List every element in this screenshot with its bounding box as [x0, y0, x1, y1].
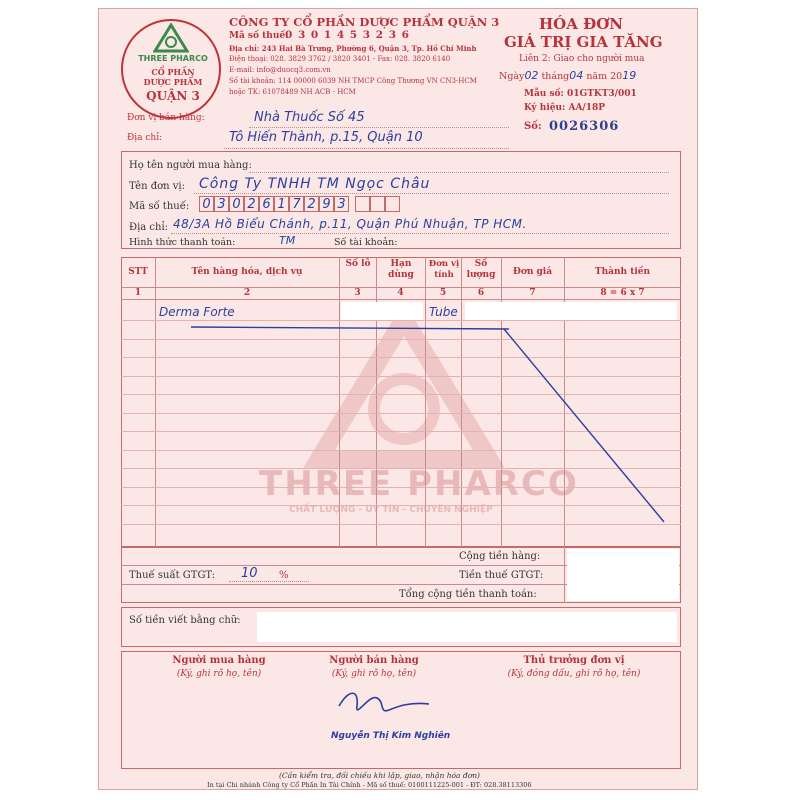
tax-digit-box: 0	[199, 196, 214, 212]
unit-value: Nhà Thuốc Số 45	[254, 110, 365, 125]
vat-rate-value: 10	[241, 566, 258, 581]
invoice-number-label: Số:	[524, 121, 542, 132]
logo-line3: QUẬN 3	[146, 89, 200, 103]
vat-rate-unit: %	[279, 570, 289, 581]
head-sign-note: (Ký, đóng dấu, ghi rõ họ, tên)	[507, 669, 641, 679]
buyer-address-value: 48/3A Hồ Biểu Chánh, p.11, Quận Phú Nhuận, TP HCM.	[173, 217, 527, 231]
tax-digit-box: 2	[244, 196, 259, 212]
colnum-7: 7	[529, 288, 536, 298]
seller-signature-icon	[329, 684, 449, 724]
tax-digit-box: 3	[214, 196, 229, 212]
redacted-amount-in-words	[257, 612, 677, 642]
invoice-day: 02	[524, 69, 539, 82]
logo-line2: DƯỢC PHẨM	[143, 77, 203, 87]
buyer-address-label: Địa chỉ:	[129, 222, 169, 233]
seller-sign-name: Nguyễn Thị Kim Nghiên	[331, 731, 451, 741]
header-quantity: Số lượng	[466, 259, 496, 280]
invoice-paper	[98, 8, 698, 790]
payment-label: Hình thức thanh toán:	[129, 237, 236, 248]
seller-bank2: hoặc TK: 61078489 NH ACB - HCM	[229, 88, 356, 96]
colnum-4: 4	[397, 288, 404, 298]
tax-digit-box: 9	[319, 196, 334, 212]
top-address-value: Tô Hiến Thành, p.15, Quận 10	[229, 130, 423, 145]
table-row-1-unit: Tube	[429, 305, 458, 319]
invoice-month: 04	[569, 69, 584, 82]
account-label: Số tài khoản:	[334, 237, 398, 248]
seller-tax-code: 0 3 0 1 4 5 3 2 3 6	[285, 29, 410, 41]
header-stt: STT	[128, 267, 148, 277]
buyer-tax-label: Mã số thuế:	[129, 201, 190, 212]
seller-address: Địa chỉ: 243 Hai Bà Trưng, Phường 6, Quận 3, Tp. Hồ Chí Minh	[229, 44, 477, 53]
footer-printer: In tại Chi nhánh Công ty Cổ Phần In Tài Chính - Mã số thuế: 0100111225-001 - ĐT: 028.38113306	[207, 781, 532, 789]
buyer-unit-label: Tên đơn vị:	[129, 181, 185, 192]
seller-email: E-mail: info@duocq3.com.vn	[229, 66, 331, 74]
table-row-1-name: Derma Forte	[159, 305, 235, 319]
seller-company: CÔNG TY CỔ PHẦN DƯỢC PHẨM QUẬN 3	[229, 15, 500, 29]
invoice-date: Ngày02 tháng04 năm 2019	[499, 69, 637, 82]
invoice-number: 0026306	[549, 119, 620, 134]
header-amount: Thành tiền	[594, 267, 651, 277]
colnum-5: 5	[439, 288, 447, 298]
tax-digit-box: 0	[229, 196, 244, 212]
colnum-6: 6	[477, 288, 485, 298]
subtotal-label: Cộng tiền hàng:	[459, 551, 541, 562]
top-address-label: Địa chỉ:	[127, 133, 163, 143]
seller-sign-title: Người bán hàng	[329, 655, 419, 666]
logo-line1: CỔ PHẦN	[151, 67, 195, 77]
invoice-form: Mẫu số: 01GTKT3/001	[524, 89, 637, 99]
head-sign-title: Thủ trưởng đơn vị	[523, 655, 625, 666]
logo-brand: THREE PHARCO	[138, 54, 208, 63]
redacted-totals	[567, 549, 679, 601]
unit-label: Đơn vị bán hàng:	[127, 113, 205, 123]
header-lot: Số lô	[345, 259, 371, 269]
tax-digit-box: 2	[304, 196, 319, 212]
watermark-slogan: CHẤT LƯỢNG - UY TÍN - CHUYÊN NGHIỆP	[289, 505, 493, 515]
invoice-copy: Liên 2: Giao cho người mua	[519, 54, 645, 64]
watermark-brand: THREE PHARCO	[259, 464, 579, 504]
invoice-subtitle: GIÁ TRỊ GIA TĂNG	[504, 33, 663, 51]
invoice-symbol: Ký hiệu: AA/18P	[524, 103, 606, 113]
colnum-2: 2	[243, 288, 251, 298]
header-unit: Đơn vị tính	[428, 259, 460, 280]
header-name: Tên hàng hóa, dịch vụ	[191, 267, 303, 277]
buyer-unit-value: Công Ty TNHH TM Ngọc Châu	[199, 176, 431, 192]
header-expiry: Hạn dùng	[388, 259, 414, 280]
payment-value: TM	[279, 234, 296, 247]
tax-digit-box: 7	[289, 196, 304, 212]
seller-tax-label: Mã số thuế:	[229, 31, 289, 41]
colnum-8: 8 = 6 x 7	[600, 288, 645, 298]
buyer-sign-title: Người mua hàng	[172, 655, 266, 666]
colnum-3: 3	[354, 288, 361, 298]
invoice-title: HÓA ĐƠN	[539, 15, 623, 33]
vat-amount-label: Tiền thuế GTGT:	[459, 570, 544, 581]
amount-in-words-label: Số tiền viết bằng chữ:	[129, 615, 241, 626]
invoice-year: 19	[622, 69, 637, 82]
vat-rate-label: Thuế suất GTGT:	[129, 570, 216, 581]
buyer-sign-note: (Ký, ghi rõ họ, tên)	[176, 669, 262, 679]
tax-digit-box: 3	[334, 196, 349, 212]
buyer-name-label: Họ tên người mua hàng:	[129, 160, 252, 171]
seller-sign-note: (Ký, ghi rõ họ, tên)	[331, 669, 417, 679]
tax-digit-box: 6	[259, 196, 274, 212]
colnum-1: 1	[134, 288, 142, 298]
seller-phone: Điện thoại: 028. 3829 3762 / 3820 3401 - Fax: 028. 3820 6140	[229, 55, 451, 63]
footer-note: (Cần kiểm tra, đối chiếu khi lập, giao, nhận hóa đơn)	[279, 771, 480, 780]
tax-digit-box: 1	[274, 196, 289, 212]
seller-bank1: Số tài khoản: 114 00000 6039 NH TMCP Công Thương VN CN3-HCM	[229, 77, 477, 85]
grand-total-label: Tổng cộng tiền thanh toán:	[399, 589, 537, 600]
header-price: Đơn giá	[512, 267, 553, 277]
